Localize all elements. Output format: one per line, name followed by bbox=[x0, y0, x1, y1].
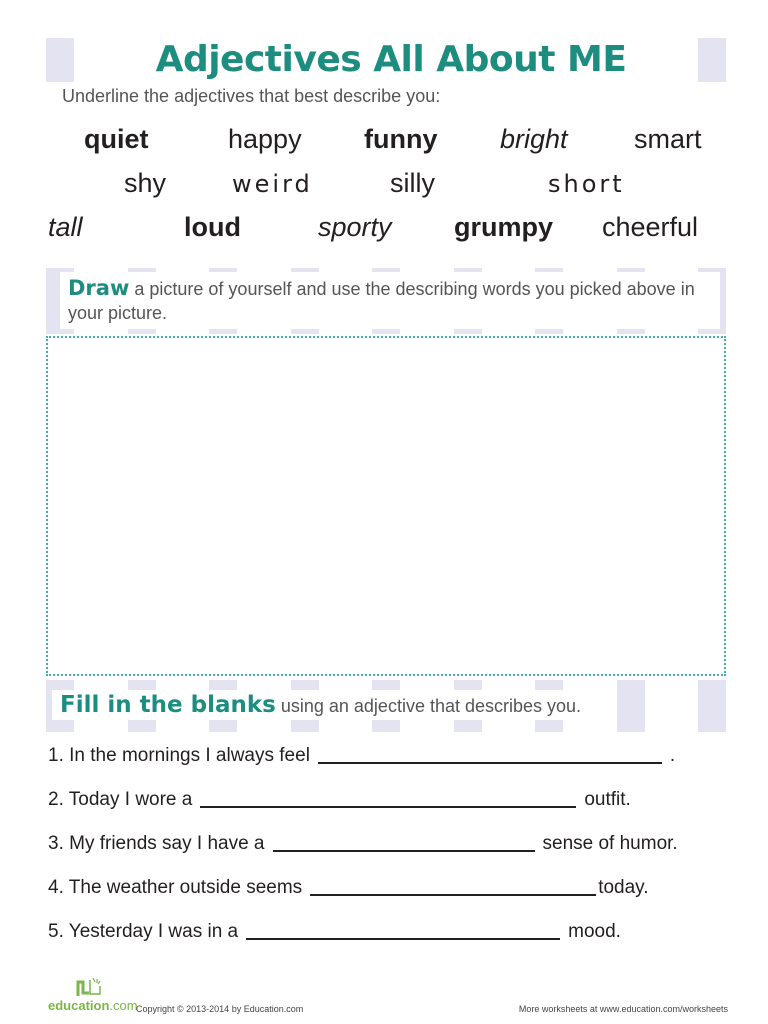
adjective-word[interactable]: funny bbox=[364, 124, 438, 154]
instruction-text: Underline the adjectives that best describe you: bbox=[62, 86, 441, 106]
adjective-word[interactable]: weird bbox=[232, 170, 313, 198]
answer-blank[interactable] bbox=[246, 920, 560, 940]
adjective-word[interactable]: loud bbox=[184, 212, 241, 242]
adjective-word[interactable]: short bbox=[548, 170, 625, 198]
answer-blank[interactable] bbox=[318, 744, 662, 764]
sentence-row bbox=[48, 920, 621, 943]
sentence-end: outfit. bbox=[584, 789, 631, 810]
footer bbox=[48, 996, 728, 1016]
sentence-start: 2. Today I wore a bbox=[48, 789, 193, 810]
adjective-word[interactable]: smart bbox=[634, 124, 702, 154]
answer-blank[interactable] bbox=[200, 788, 576, 808]
adjective-word[interactable]: cheerful bbox=[602, 212, 699, 242]
sentence-start: 5. Yesterday I was in a bbox=[48, 921, 239, 942]
fill-heading: Fill in the blanks bbox=[60, 692, 276, 718]
adjective-word[interactable]: happy bbox=[228, 124, 302, 154]
adjective-word[interactable]: grumpy bbox=[454, 212, 554, 242]
adjective-word[interactable]: sporty bbox=[318, 212, 392, 242]
sentence-end: today. bbox=[598, 877, 649, 898]
book-icon bbox=[74, 976, 104, 1000]
sentence-start: 1. In the mornings I always feel bbox=[48, 745, 310, 766]
sentence-row bbox=[48, 788, 631, 811]
sentence-end: . bbox=[669, 745, 676, 766]
copyright-text: Copyright © 2013-2014 by Education.com bbox=[136, 1004, 304, 1014]
sentence-start: 4. The weather outside seems bbox=[48, 877, 303, 898]
draw-heading: Draw bbox=[68, 276, 130, 300]
draw-instructions bbox=[60, 272, 720, 329]
sentence-end: mood. bbox=[568, 921, 621, 942]
sentence-start: 3. My friends say I have a bbox=[48, 833, 265, 854]
fill-instructions bbox=[52, 690, 589, 720]
answer-blank[interactable] bbox=[273, 832, 535, 852]
draw-text: a picture of yourself and use the describing words you picked above in your picture. bbox=[68, 279, 695, 323]
adjective-word[interactable]: bright bbox=[500, 124, 568, 154]
more-worksheets-link[interactable]: More worksheets at www.education.com/worksheets bbox=[518, 1004, 728, 1014]
adjective-word[interactable]: tall bbox=[48, 212, 83, 242]
sentence-row bbox=[48, 876, 649, 899]
adjective-word[interactable]: silly bbox=[390, 168, 435, 198]
sentence-end: sense of humor. bbox=[542, 833, 678, 854]
page-title: Adjectives All About ME bbox=[128, 34, 654, 84]
answer-blank[interactable] bbox=[310, 876, 596, 896]
adjective-word[interactable]: shy bbox=[124, 168, 167, 198]
adjective-word[interactable]: quiet bbox=[84, 124, 149, 154]
sentence-row bbox=[48, 832, 678, 855]
sentence-row bbox=[48, 744, 675, 767]
fill-text: using an adjective that describes you. bbox=[280, 696, 582, 716]
logo-text: education.com bbox=[48, 998, 138, 1013]
drawing-area[interactable] bbox=[46, 336, 726, 676]
education-logo bbox=[48, 974, 138, 1014]
